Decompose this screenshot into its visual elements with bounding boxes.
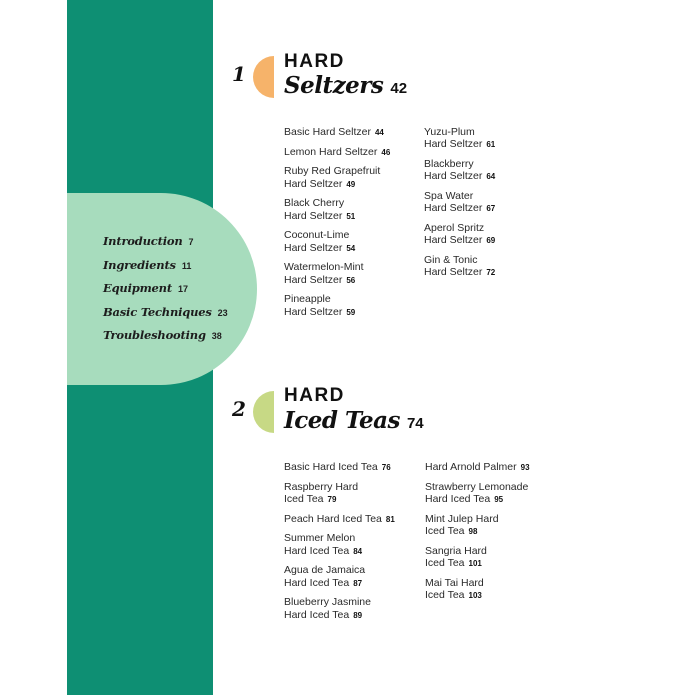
- front-matter-page: 17: [177, 284, 188, 295]
- recipe-line: [424, 202, 564, 215]
- recipe-entry: [284, 229, 424, 255]
- recipe-page: 64: [486, 172, 496, 182]
- recipe-entry: [284, 596, 424, 622]
- recipe-line: [284, 532, 424, 544]
- recipe-line: [284, 461, 424, 474]
- recipe-subtitle: Hard Seltzer: [284, 305, 343, 318]
- recipe-subtitle: Hard Seltzer: [424, 234, 483, 247]
- recipe-page: 93: [520, 463, 530, 472]
- recipe-page: 61: [486, 140, 496, 150]
- recipe-line: [425, 545, 565, 557]
- recipe-line: [284, 261, 424, 273]
- recipe-subtitle: Hard Seltzer: [424, 170, 483, 183]
- recipe-line: [284, 178, 424, 191]
- recipe-page: 81: [385, 514, 395, 524]
- recipe-page: 98: [468, 527, 478, 536]
- recipe-subtitle: Iced Tea: [425, 557, 465, 569]
- recipe-line: [424, 254, 564, 266]
- recipe-entry: [284, 461, 424, 474]
- section-2-title-text: Iced Teas: [284, 407, 400, 434]
- recipe-line: [425, 513, 565, 525]
- recipe-subtitle: Hard Seltzer: [284, 273, 343, 286]
- recipe-entry: [284, 165, 424, 191]
- recipe-title: Mai Tai Hard: [425, 576, 484, 589]
- recipe-subtitle: Iced Tea: [284, 493, 324, 505]
- front-matter-item: [103, 328, 228, 352]
- section-2-column-1: [284, 461, 424, 628]
- recipe-page: 69: [486, 236, 496, 246]
- front-matter-label: Introduction: [103, 234, 183, 248]
- recipe-line: [284, 229, 424, 241]
- recipe-title: Ruby Red Grapefruit: [284, 165, 381, 178]
- recipe-entry: [284, 146, 424, 159]
- recipe-entry: [284, 261, 424, 287]
- section-1-number: 1: [232, 62, 246, 86]
- recipe-line: [284, 210, 424, 223]
- recipe-entry: [425, 577, 565, 603]
- recipe-line: [284, 146, 424, 159]
- recipe-entry: [425, 513, 565, 539]
- recipe-page: 101: [468, 559, 482, 568]
- front-matter-label: Troubleshooting: [103, 328, 206, 343]
- front-matter-item: [103, 305, 228, 329]
- recipe-page: 51: [346, 211, 356, 221]
- front-matter-label: Ingredients: [103, 257, 176, 272]
- recipe-line: [424, 158, 564, 170]
- recipe-subtitle: Hard Iced Tea: [425, 493, 491, 505]
- recipe-page: 54: [346, 243, 356, 253]
- recipe-subtitle: Hard Iced Tea: [284, 608, 350, 621]
- recipe-entry: [424, 222, 564, 248]
- section-2-accent-shape: [253, 391, 274, 433]
- recipe-line: [284, 493, 424, 506]
- section-2-title: [284, 407, 424, 434]
- recipe-title: Yuzu-Plum: [424, 126, 475, 138]
- recipe-line: [425, 461, 565, 474]
- recipe-page: 56: [346, 275, 356, 285]
- recipe-page: 89: [353, 610, 363, 620]
- recipe-entry: [284, 293, 424, 319]
- recipe-line: [424, 170, 564, 183]
- front-matter-item: [103, 234, 228, 258]
- recipe-line: [425, 481, 565, 493]
- recipe-subtitle: Hard Iced Tea: [284, 544, 350, 557]
- recipe-page: 95: [494, 495, 504, 504]
- recipe-subtitle: Hard Seltzer: [284, 177, 343, 190]
- recipe-page: 44: [374, 128, 384, 137]
- recipe-title: Basic Hard Seltzer: [284, 126, 371, 138]
- section-2-page: 74: [406, 415, 424, 432]
- section-1-kicker: HARD: [284, 51, 345, 72]
- recipe-line: [284, 545, 424, 558]
- front-matter-list: [103, 234, 228, 352]
- recipe-line: [284, 481, 424, 493]
- recipe-line: [424, 138, 564, 151]
- front-matter-item: [103, 281, 228, 305]
- recipe-title: Blackberry: [424, 158, 474, 170]
- section-1-title: [284, 72, 407, 99]
- recipe-line: [424, 190, 564, 202]
- recipe-entry: [284, 513, 424, 526]
- recipe-subtitle: Iced Tea: [425, 589, 465, 601]
- recipe-entry: [424, 126, 564, 152]
- recipe-entry: [284, 564, 424, 590]
- recipe-title: Gin & Tonic: [424, 254, 478, 266]
- recipe-line: [284, 293, 424, 305]
- recipe-line: [284, 165, 424, 177]
- recipe-page: 72: [486, 268, 496, 278]
- recipe-title: Lemon Hard Seltzer: [284, 145, 378, 158]
- recipe-page: 103: [468, 591, 482, 600]
- front-matter-item: [103, 258, 228, 282]
- recipe-title: Agua de Jamaica: [284, 564, 366, 577]
- recipe-entry: [284, 126, 424, 139]
- front-matter-page: 23: [217, 307, 228, 318]
- recipe-line: [284, 197, 424, 209]
- recipe-line: [284, 577, 424, 590]
- recipe-line: [425, 589, 565, 602]
- recipe-entry: [284, 532, 424, 558]
- section-1-accent-shape: [253, 56, 274, 98]
- recipe-entry: [284, 197, 424, 223]
- section-2-column-2: [425, 461, 565, 609]
- recipe-line: [284, 609, 424, 622]
- recipe-line: [425, 525, 565, 538]
- recipe-title: Peach Hard Iced Tea: [284, 512, 382, 525]
- section-1-title-text: Seltzers: [284, 72, 384, 99]
- recipe-title: Coconut-Lime: [284, 229, 350, 242]
- recipe-line: [424, 234, 564, 247]
- recipe-line: [284, 564, 424, 576]
- section-2-number: 2: [232, 397, 246, 421]
- recipe-title: Spa Water: [424, 190, 474, 202]
- recipe-line: [424, 266, 564, 279]
- recipe-page: 76: [381, 463, 391, 472]
- recipe-title: Blueberry Jasmine: [284, 596, 371, 609]
- recipe-entry: [424, 158, 564, 184]
- recipe-line: [425, 577, 565, 589]
- front-matter-page: 11: [181, 260, 192, 271]
- recipe-title: Strawberry Lemonade: [425, 480, 529, 493]
- recipe-page: 79: [327, 495, 337, 504]
- section-1-page: 42: [390, 80, 408, 97]
- recipe-title: Black Cherry: [284, 197, 345, 210]
- recipe-page: 49: [346, 179, 356, 189]
- recipe-title: Sangria Hard: [425, 544, 487, 557]
- section-2-kicker: HARD: [284, 385, 345, 406]
- recipe-page: 84: [353, 546, 363, 556]
- recipe-title: Mint Julep Hard: [425, 512, 499, 525]
- recipe-title: Summer Melon: [284, 532, 356, 545]
- recipe-line: [425, 557, 565, 570]
- recipe-subtitle: Hard Seltzer: [284, 209, 343, 222]
- recipe-line: [284, 596, 424, 608]
- front-matter-label: Basic Techniques: [103, 304, 212, 319]
- section-1-column-2: [424, 126, 564, 286]
- recipe-subtitle: Hard Seltzer: [424, 266, 483, 279]
- front-matter-page: 7: [188, 237, 194, 247]
- recipe-line: [424, 222, 564, 234]
- recipe-page: 87: [353, 578, 363, 588]
- recipe-title: Hard Arnold Palmer: [425, 461, 517, 473]
- recipe-subtitle: Hard Seltzer: [424, 202, 483, 215]
- section-1-column-1: [284, 126, 424, 325]
- recipe-title: Raspberry Hard: [284, 480, 359, 493]
- recipe-subtitle: Hard Seltzer: [284, 241, 343, 254]
- recipe-entry: [424, 254, 564, 280]
- recipe-line: [284, 242, 424, 255]
- recipe-line: [284, 306, 424, 319]
- recipe-line: [284, 126, 424, 139]
- recipe-entry: [425, 545, 565, 571]
- recipe-entry: [284, 481, 424, 507]
- recipe-subtitle: Iced Tea: [425, 525, 465, 537]
- recipe-line: [425, 493, 565, 506]
- recipe-title: Pineapple: [284, 293, 331, 306]
- recipe-entry: [425, 481, 565, 507]
- recipe-entry: [424, 190, 564, 216]
- recipe-title: Aperol Spritz: [424, 222, 485, 234]
- front-matter-label: Equipment: [103, 281, 172, 296]
- recipe-line: [284, 513, 424, 526]
- recipe-entry: [425, 461, 565, 474]
- recipe-subtitle: Hard Iced Tea: [284, 576, 350, 589]
- recipe-page: 46: [381, 147, 391, 157]
- recipe-title: Basic Hard Iced Tea: [284, 461, 378, 473]
- front-matter-page: 38: [211, 331, 222, 342]
- recipe-page: 59: [346, 307, 356, 317]
- recipe-title: Watermelon-Mint: [284, 261, 364, 274]
- recipe-subtitle: Hard Seltzer: [424, 138, 483, 151]
- recipe-line: [424, 126, 564, 138]
- recipe-line: [284, 274, 424, 287]
- recipe-page: 67: [486, 204, 496, 214]
